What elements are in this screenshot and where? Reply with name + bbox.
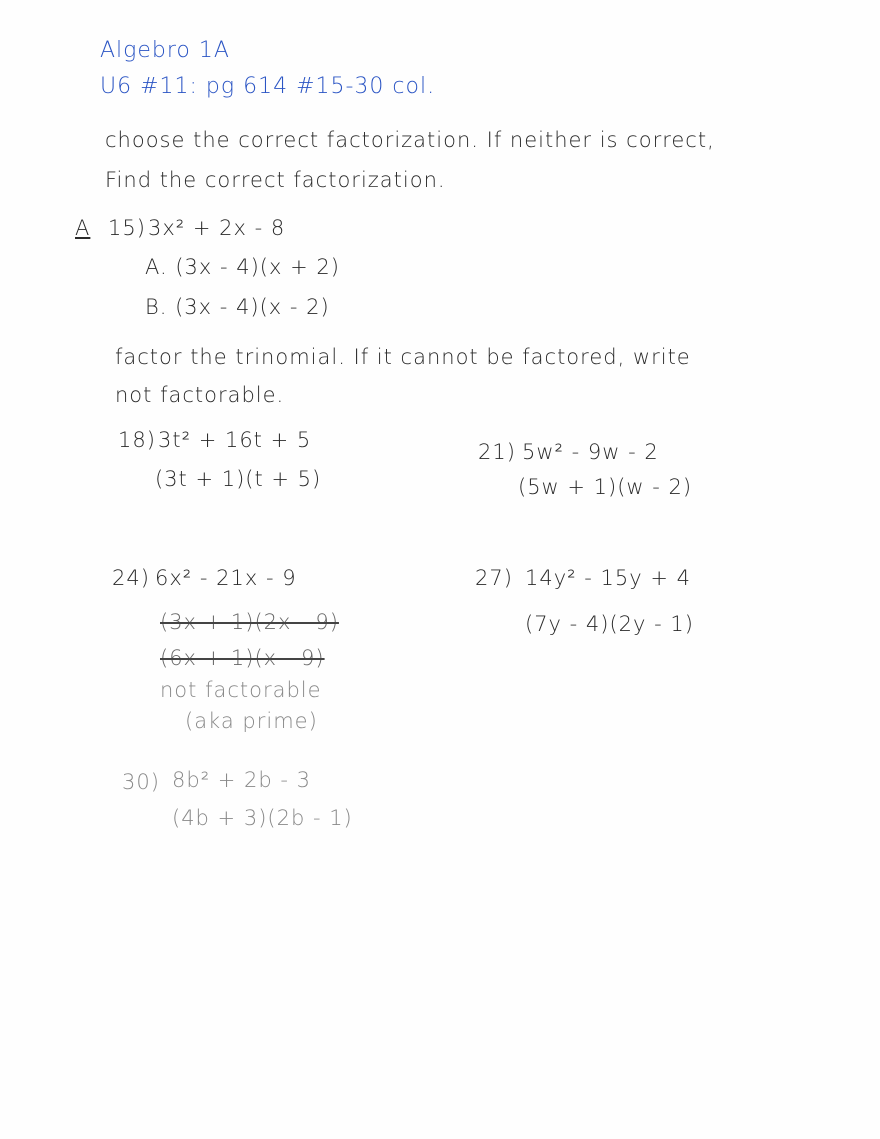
problem-21-expression: 5w² - 9w - 2 [522,440,659,464]
problem-24-crossed-out-1: (3x + 1)(2x - 9) [160,610,339,634]
problem-18-number: 18) [118,428,156,452]
problem-15-answer: A [75,216,91,240]
problem-27-answer: (7y - 4)(2y - 1) [525,612,694,636]
course-title: Algebro 1A [100,38,230,63]
problem-15-option-b: B. (3x - 4)(x - 2) [145,295,330,319]
instructions-line-1: choose the correct factorization. If neither is correct, [105,128,715,152]
problem-24-expression: 6x² - 21x - 9 [155,566,297,590]
assignment-label: U6 #11: pg 614 #15-30 col. [100,74,436,99]
instructions-line-2: not factorable. [115,383,285,407]
problem-21-answer: (5w + 1)(w - 2) [518,475,693,499]
problem-24-answer: not factorable [160,678,322,702]
problem-21-number: 21) [478,440,516,464]
instructions-line-1: factor the trinomial. If it cannot be factored, write [115,345,691,369]
problem-18-answer: (3t + 1)(t + 5) [155,467,322,491]
problem-15-expression: 3x² + 2x - 8 [148,216,286,240]
problem-18-expression: 3t² + 16t + 5 [158,428,312,452]
problem-24-note: (aka prime) [185,709,318,733]
instructions-line-2: Find the correct factorization. [105,168,446,192]
problem-30-number: 30) [122,770,160,794]
problem-30-answer: (4b + 3)(2b - 1) [172,806,353,830]
problem-15-option-a: A. (3x - 4)(x + 2) [145,255,340,279]
problem-15-number: 15) [108,216,146,240]
problem-27-number: 27) [475,566,513,590]
problem-24-number: 24) [112,566,150,590]
problem-24-crossed-out-2: (6x + 1)(x - 9) [160,646,325,670]
problem-30-expression: 8b² + 2b - 3 [172,768,312,792]
problem-27-expression: 14y² - 15y + 4 [525,566,691,590]
